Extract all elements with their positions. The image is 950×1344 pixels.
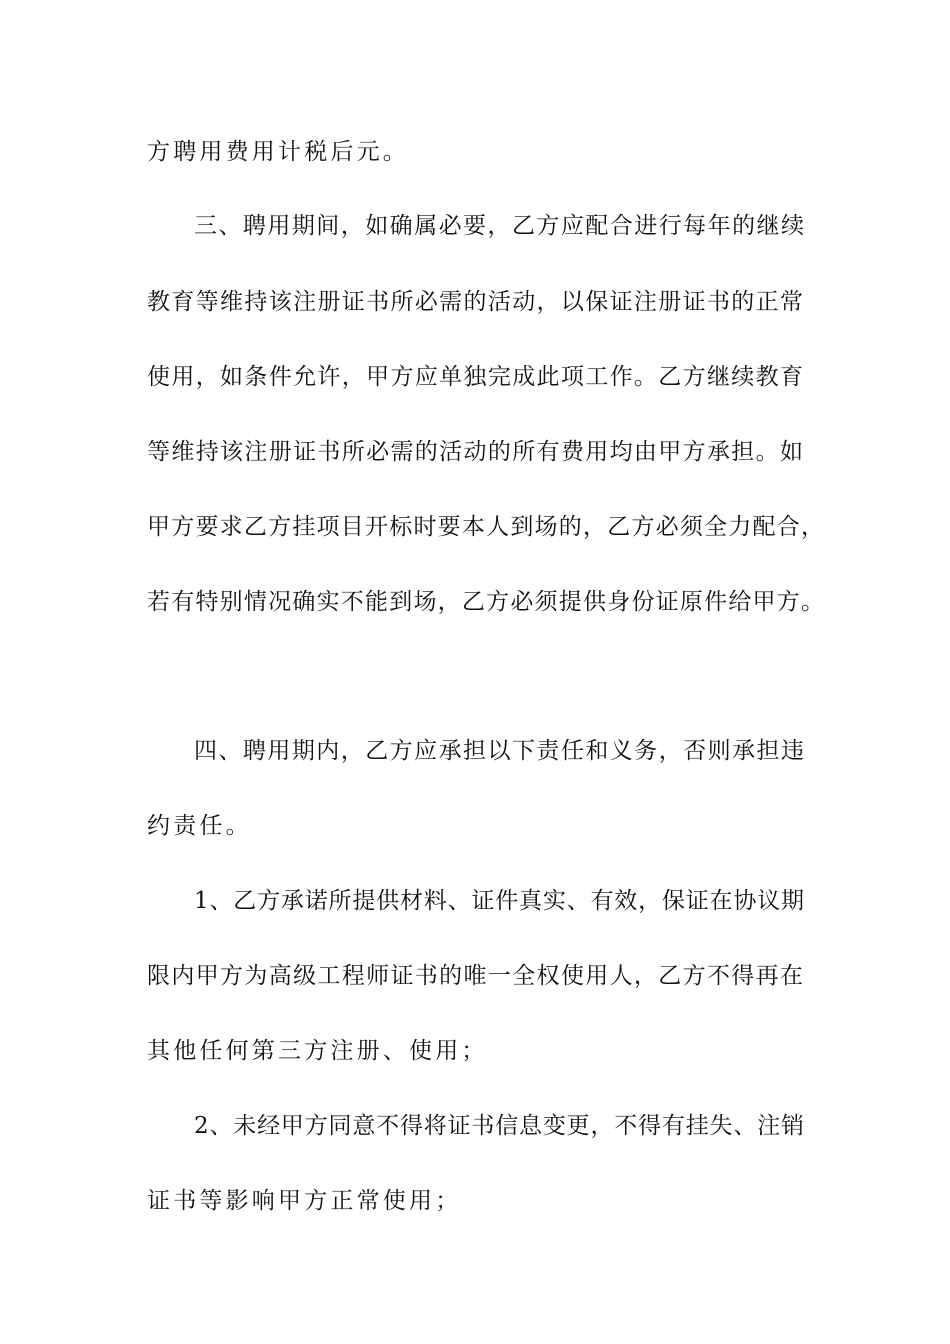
item-one-line-2: 限内甲方为高级工程师证书的唯一全权使用人，乙方不得再在	[147, 963, 803, 989]
clause-three-line-6: 若有特别情况确实不能到场，乙方必须提供身份证原件给甲方。	[147, 589, 824, 615]
clause-four-line-2: 约责任。	[147, 813, 252, 839]
clause-three-heading-line: 三、聘用期间，如确属必要，乙方应配合进行每年的继续	[194, 213, 804, 239]
clause-three-line-4: 等维持该注册证书所必需的活动的所有费用均由甲方承担。如	[147, 439, 803, 465]
clause-three-line-3: 使用，如条件允许，甲方应单独完成此项工作。乙方继续教育	[147, 364, 803, 390]
item-two-line-2: 证书等影响甲方正常使用；	[147, 1188, 462, 1214]
item-one-line-1: 1、乙方承诺所提供材料、证件真实、有效，保证在协议期	[194, 888, 804, 914]
text-line-fee: 方聘用费用计税后元。	[147, 139, 409, 165]
clause-three-line-2: 教育等维持该注册证书所必需的活动，以保证注册证书的正常	[147, 289, 803, 315]
item-two-line-1: 2、未经甲方同意不得将证书信息变更，不得有挂失、注销	[194, 1113, 804, 1139]
clause-four-heading-line: 四、聘用期内，乙方应承担以下责任和义务，否则承担违	[194, 738, 804, 764]
clause-three-line-5: 甲方要求乙方挂项目开标时要本人到场的，乙方必须全力配合，	[147, 514, 824, 540]
item-one-line-3: 其他任何第三方注册、使用；	[147, 1038, 488, 1064]
